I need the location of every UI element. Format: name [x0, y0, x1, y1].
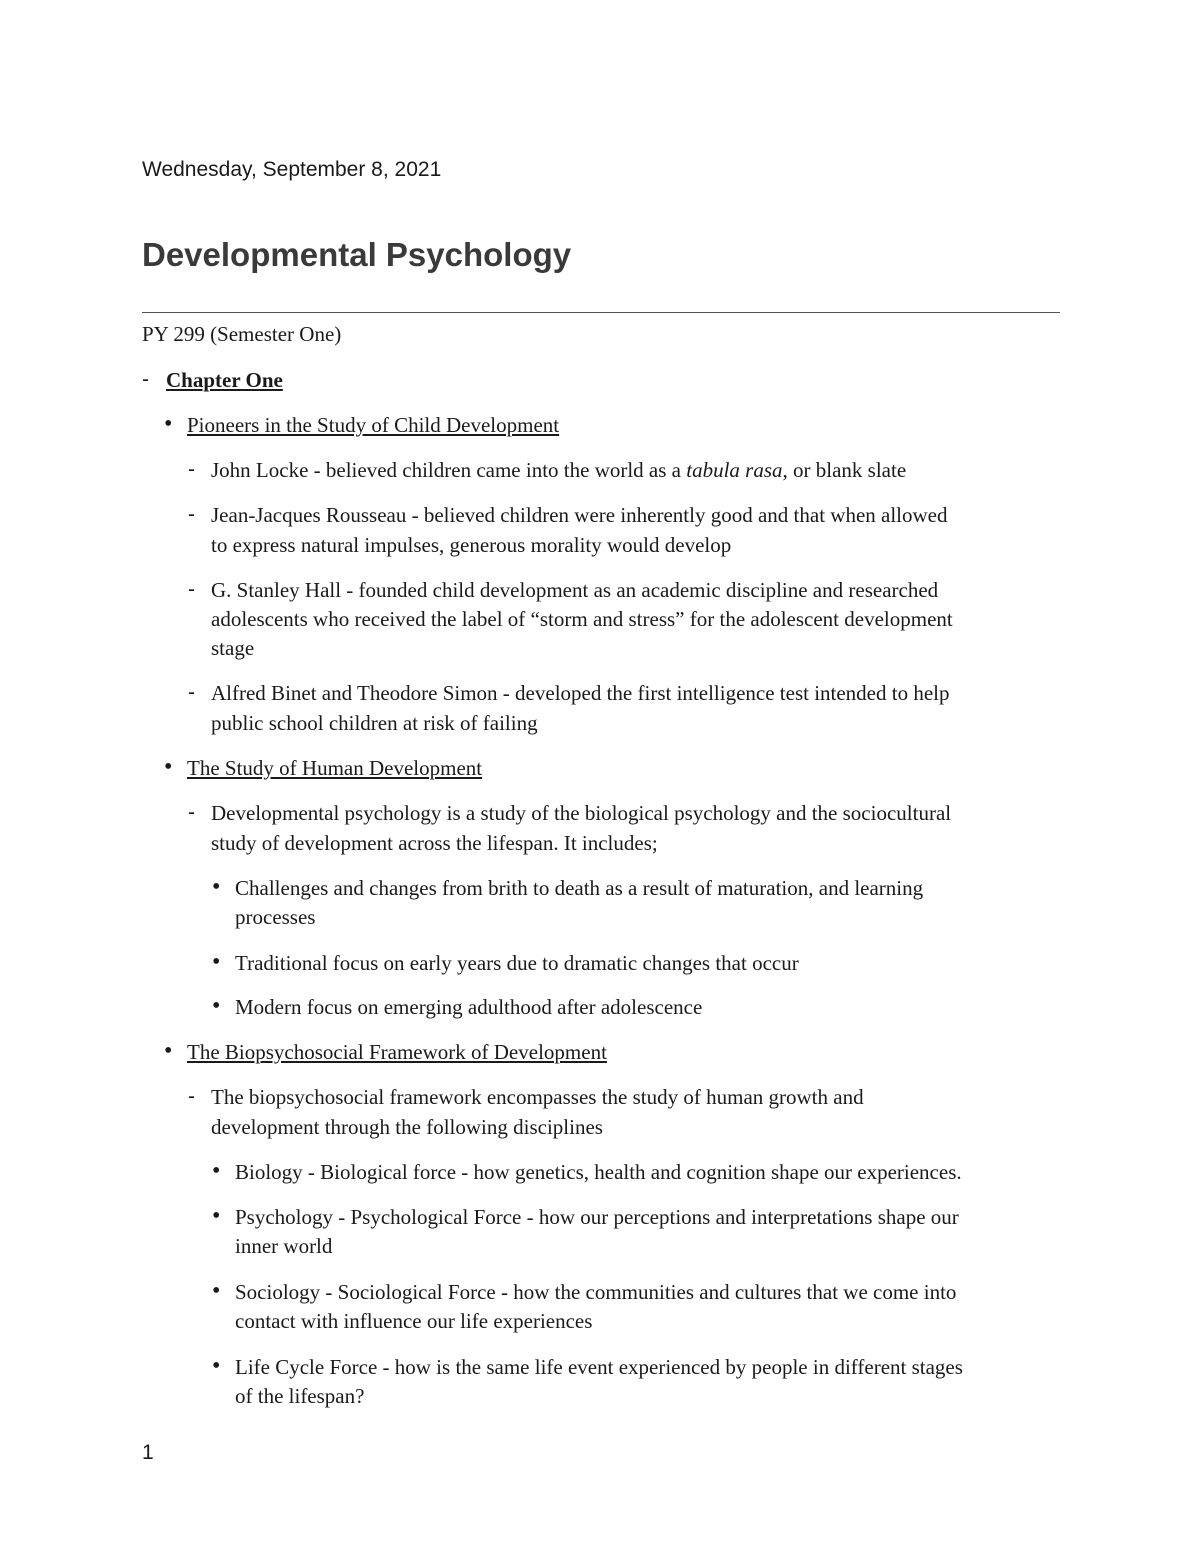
bullet-marker: •	[212, 993, 221, 1019]
note-line: of the lifespan?	[235, 1384, 365, 1408]
note-line: Jean-Jacques Rousseau - believed children were inherently good and that when allowed	[211, 503, 948, 527]
bullet-marker: •	[212, 949, 221, 975]
course-label: PY 299 (Semester One)	[142, 322, 342, 346]
note-line: Alfred Binet and Theodore Simon - developed the first intelligence test intended to help	[211, 681, 950, 705]
page-number: 1	[142, 1441, 154, 1464]
dash-marker: -	[188, 1085, 195, 1108]
note-line: adolescents who received the label of “storm and stress” for the adolescent development	[211, 607, 953, 631]
chapter-heading: Chapter One	[166, 368, 283, 392]
bullet-marker: •	[212, 1353, 221, 1379]
section-heading: The Study of Human Development	[187, 756, 483, 780]
note-line: Biology - Biological force - how genetics, health and cognition shape our experiences.	[235, 1160, 962, 1184]
note-line: Psychology - Psychological Force - how our perceptions and interpretations shape our	[235, 1205, 959, 1229]
note-line: processes	[235, 905, 316, 929]
emphasis-term: tabula rasa	[686, 458, 783, 482]
dash-marker: -	[188, 578, 195, 601]
dash-marker: -	[188, 458, 195, 481]
note-line: development through the following disciplines	[211, 1115, 603, 1139]
dash-marker: -	[142, 368, 149, 391]
note-line: Life Cycle Force - how is the same life event experienced by people in different stages	[235, 1355, 963, 1379]
section-heading: The Biopsychosocial Framework of Development	[187, 1040, 607, 1064]
note-line: contact with influence our life experiences	[235, 1309, 593, 1333]
note-date: Wednesday, September 8, 2021	[142, 158, 442, 181]
note-line: Challenges and changes from brith to death as a result of maturation, and learning	[235, 876, 924, 900]
note-line: stage	[211, 636, 255, 660]
bullet-marker: •	[164, 754, 173, 780]
note-line: Modern focus on emerging adulthood after adolescence	[235, 995, 703, 1019]
dash-marker: -	[188, 503, 195, 526]
page-title: Developmental Psychology	[142, 236, 572, 273]
bullet-marker: •	[164, 1038, 173, 1064]
bullet-marker: •	[212, 1278, 221, 1304]
section-heading: Pioneers in the Study of Child Development	[187, 413, 560, 437]
note-line: G. Stanley Hall - founded child development as an academic discipline and researched	[211, 578, 939, 602]
dash-marker: -	[188, 681, 195, 704]
title-divider	[142, 312, 1060, 313]
note-line: to express natural impulses, generous morality would develop	[211, 533, 732, 557]
note-line: The biopsychosocial framework encompasses the study of human growth and	[211, 1085, 864, 1109]
bullet-marker: •	[212, 1158, 221, 1184]
note-line: Developmental psychology is a study of the biological psychology and the sociocultural	[211, 801, 952, 825]
note-line: public school children at risk of failing	[211, 711, 538, 735]
bullet-marker: •	[212, 874, 221, 900]
note-line: Sociology - Sociological Force - how the communities and cultures that we come into	[235, 1280, 957, 1304]
note-line: Traditional focus on early years due to dramatic changes that occur	[235, 951, 799, 975]
bullet-marker: •	[164, 411, 173, 437]
note-line: John Locke - believed children came into the world as a tabula rasa, or blank slate	[211, 458, 907, 482]
bullet-marker: •	[212, 1203, 221, 1229]
note-line: study of development across the lifespan. It includes;	[211, 831, 658, 855]
dash-marker: -	[188, 801, 195, 824]
note-line: inner world	[235, 1234, 333, 1258]
